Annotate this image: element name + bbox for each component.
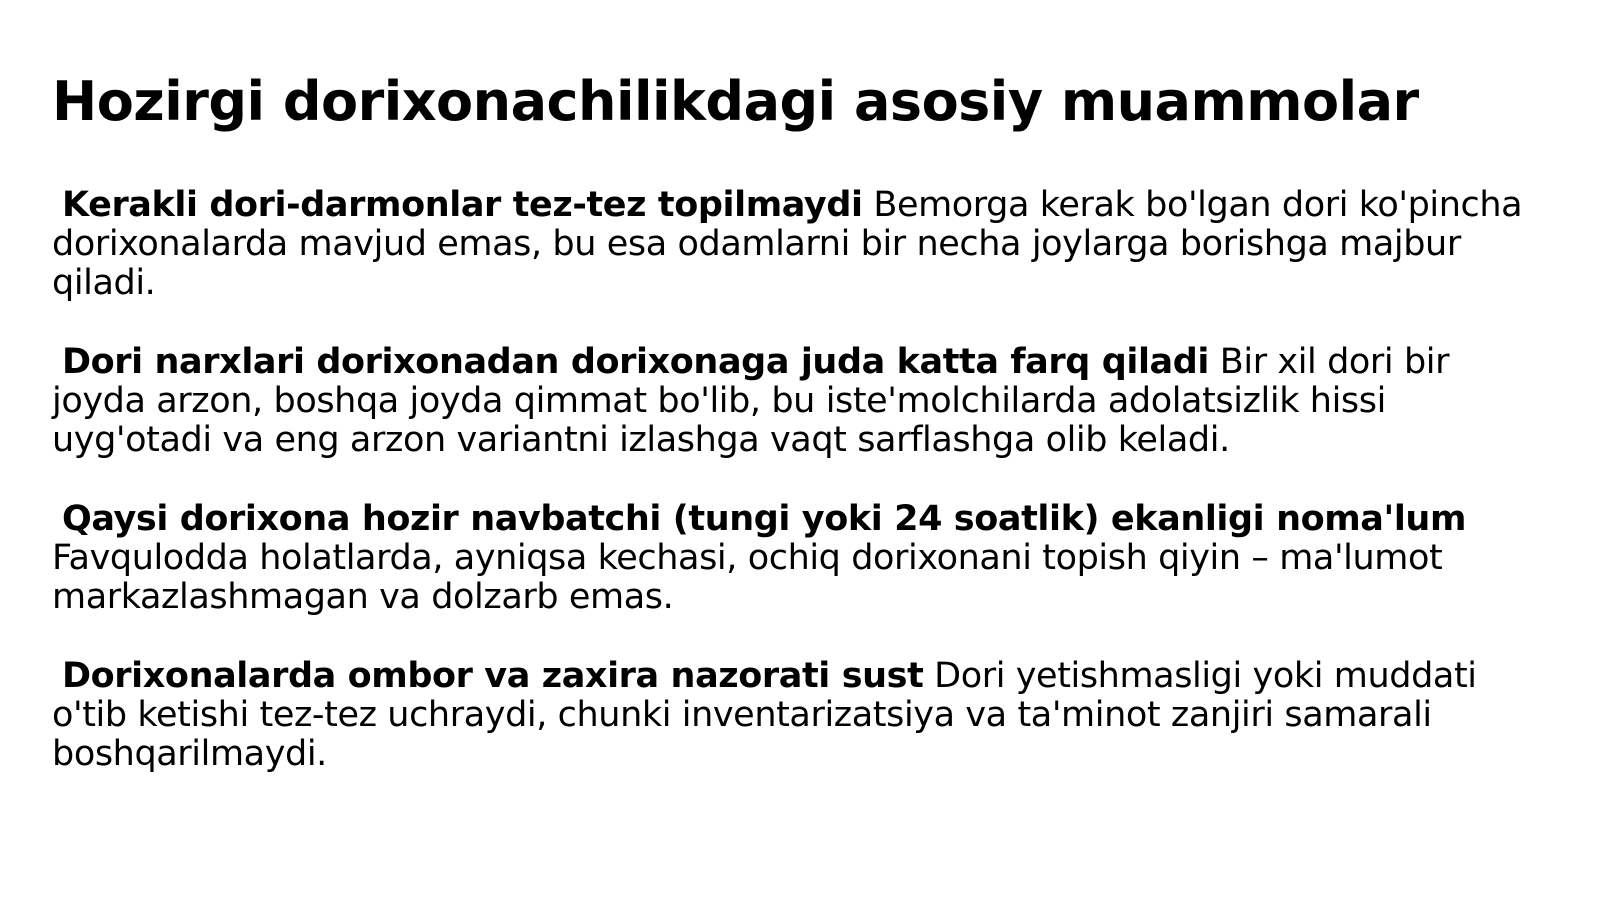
problem-heading: Qaysi dorixona hozir navbatchi (tungi yoki 24 soatlik) ekanligi noma'lum	[62, 499, 1467, 539]
problem-list	[52, 186, 1552, 814]
problem-heading: Kerakli dori-darmonlar tez-tez topilmaydi	[62, 185, 863, 225]
problem-description: Bir xil dori bir joyda arzon, boshqa joyda qimmat bo'lib, bu iste'molchilarda adolatsizlik hissi uyg'otadi va eng arzon variantni izlashga vaqt sarflashga olib keladi.	[52, 342, 1450, 460]
problem-heading: Dorixonalarda ombor va zaxira nazorati sust	[62, 656, 924, 696]
problem-item	[52, 500, 1552, 617]
slide-title: Hozirgi dorixonachilikdagi asosiy muammolar	[52, 70, 1419, 133]
problem-description: Bemorga kerak bo'lgan dori ko'pincha dorixonalarda mavjud emas, bu esa odamlarni bir necha joylarga borishga majbur qiladi.	[52, 185, 1523, 303]
problem-item	[52, 657, 1552, 774]
problem-description: Dori yetishmasligi yoki muddati o'tib ketishi tez-tez uchraydi, chunki inventarizatsiya va ta'minot zanjiri samarali boshqarilmaydi.	[52, 656, 1477, 774]
problem-item	[52, 343, 1552, 460]
problem-item	[52, 186, 1552, 303]
problem-heading: Dori narxlari dorixonadan dorixonaga juda katta farq qiladi	[62, 342, 1210, 382]
problem-description: Favqulodda holatlarda, ayniqsa kechasi, ochiq dorixonani topish qiyin – ma'lumot markazlashmagan va dolzarb emas.	[52, 538, 1443, 617]
